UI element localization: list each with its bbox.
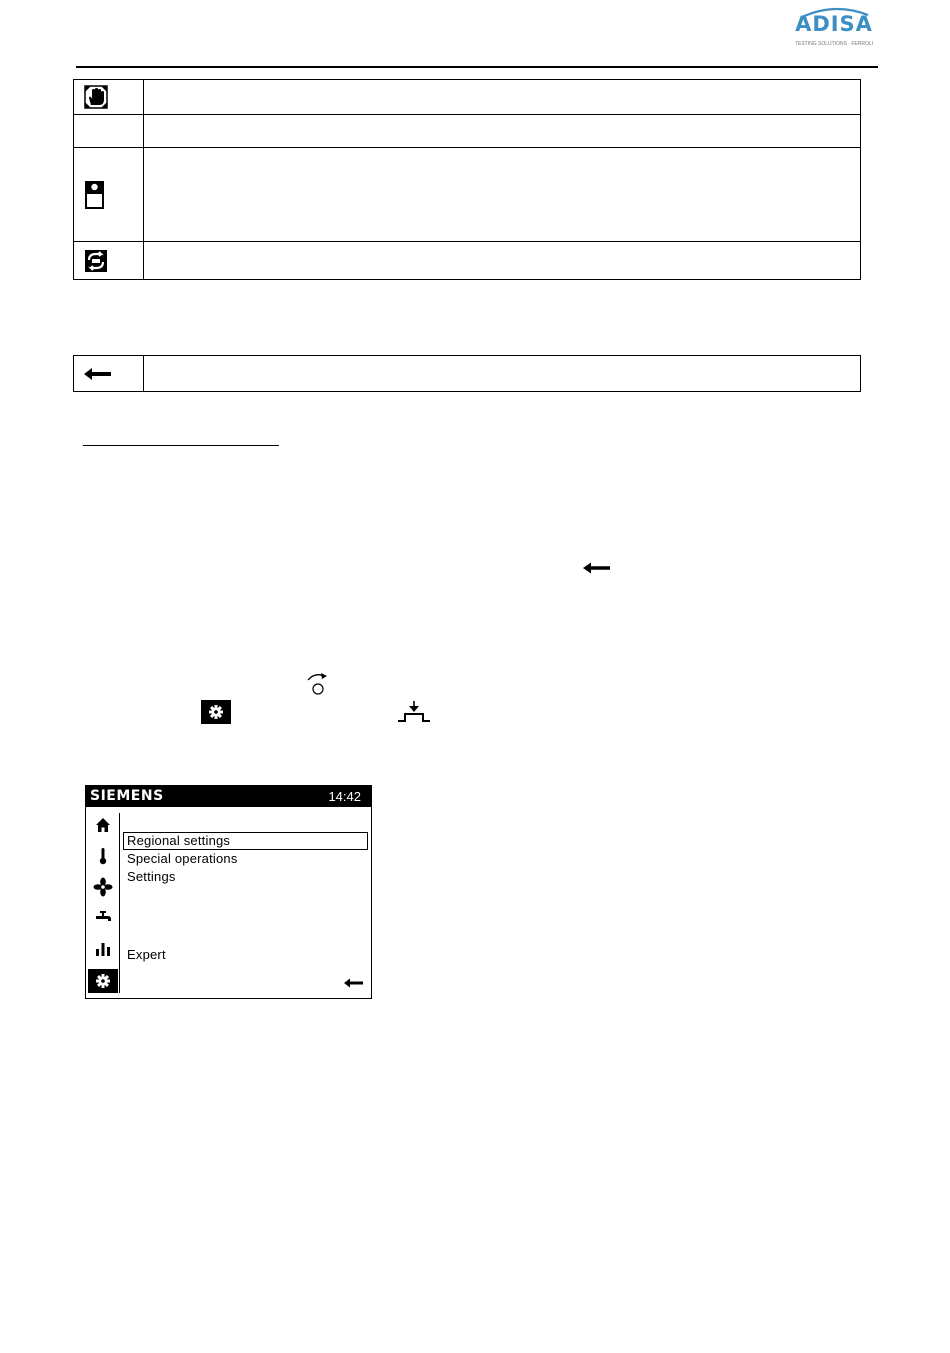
logo-text: ADISA <box>795 12 873 36</box>
table-row <box>74 80 861 115</box>
menu-item-expert[interactable]: Expert <box>127 947 166 962</box>
bar-chart-icon[interactable] <box>93 939 113 959</box>
description-cell <box>144 115 861 148</box>
back-arrow-icon <box>84 367 112 381</box>
company-logo <box>788 4 880 50</box>
header-divider <box>76 66 878 68</box>
thermometer-icon[interactable] <box>93 846 113 866</box>
icon-cell <box>74 115 144 148</box>
section-heading-underline <box>83 445 279 446</box>
brand-name: SIEMENS <box>90 788 164 804</box>
description-cell <box>144 80 861 115</box>
fan-icon[interactable] <box>93 877 113 897</box>
sidebar-divider <box>119 813 120 993</box>
table-row <box>74 356 861 392</box>
back-arrow-icon[interactable] <box>344 978 364 988</box>
icon-cell <box>74 80 144 115</box>
table-row <box>74 242 861 280</box>
hand-icon <box>84 85 108 109</box>
display-clock: 14:42 <box>328 789 361 804</box>
icon-cell <box>74 242 144 280</box>
description-cell <box>144 356 861 392</box>
settings-gear-icon[interactable] <box>88 969 118 993</box>
menu-item-settings[interactable]: Settings <box>127 869 176 884</box>
menu-item-special-operations[interactable]: Special operations <box>127 851 238 866</box>
controller-display <box>85 785 372 999</box>
cycle-icon <box>84 249 108 273</box>
icon-cell <box>74 356 144 392</box>
icon-legend-table-2 <box>73 355 861 392</box>
description-cell <box>144 242 861 280</box>
icon-cell <box>74 148 144 242</box>
menu-item-regional-settings[interactable]: Regional settings <box>123 832 368 850</box>
door-icon <box>84 181 106 209</box>
table-row <box>74 115 861 148</box>
table-row <box>74 148 861 242</box>
display-title-bar <box>86 786 371 807</box>
home-icon[interactable] <box>93 815 113 835</box>
press-button-icon <box>397 700 431 724</box>
description-cell <box>144 148 861 242</box>
logo-subtitle: TESTING SOLUTIONS · FERROLI <box>794 41 874 47</box>
back-arrow-icon <box>583 562 611 574</box>
settings-gear-icon <box>201 700 231 724</box>
rotary-knob-icon <box>305 671 331 697</box>
faucet-icon[interactable] <box>93 908 113 928</box>
icon-legend-table <box>73 79 861 280</box>
